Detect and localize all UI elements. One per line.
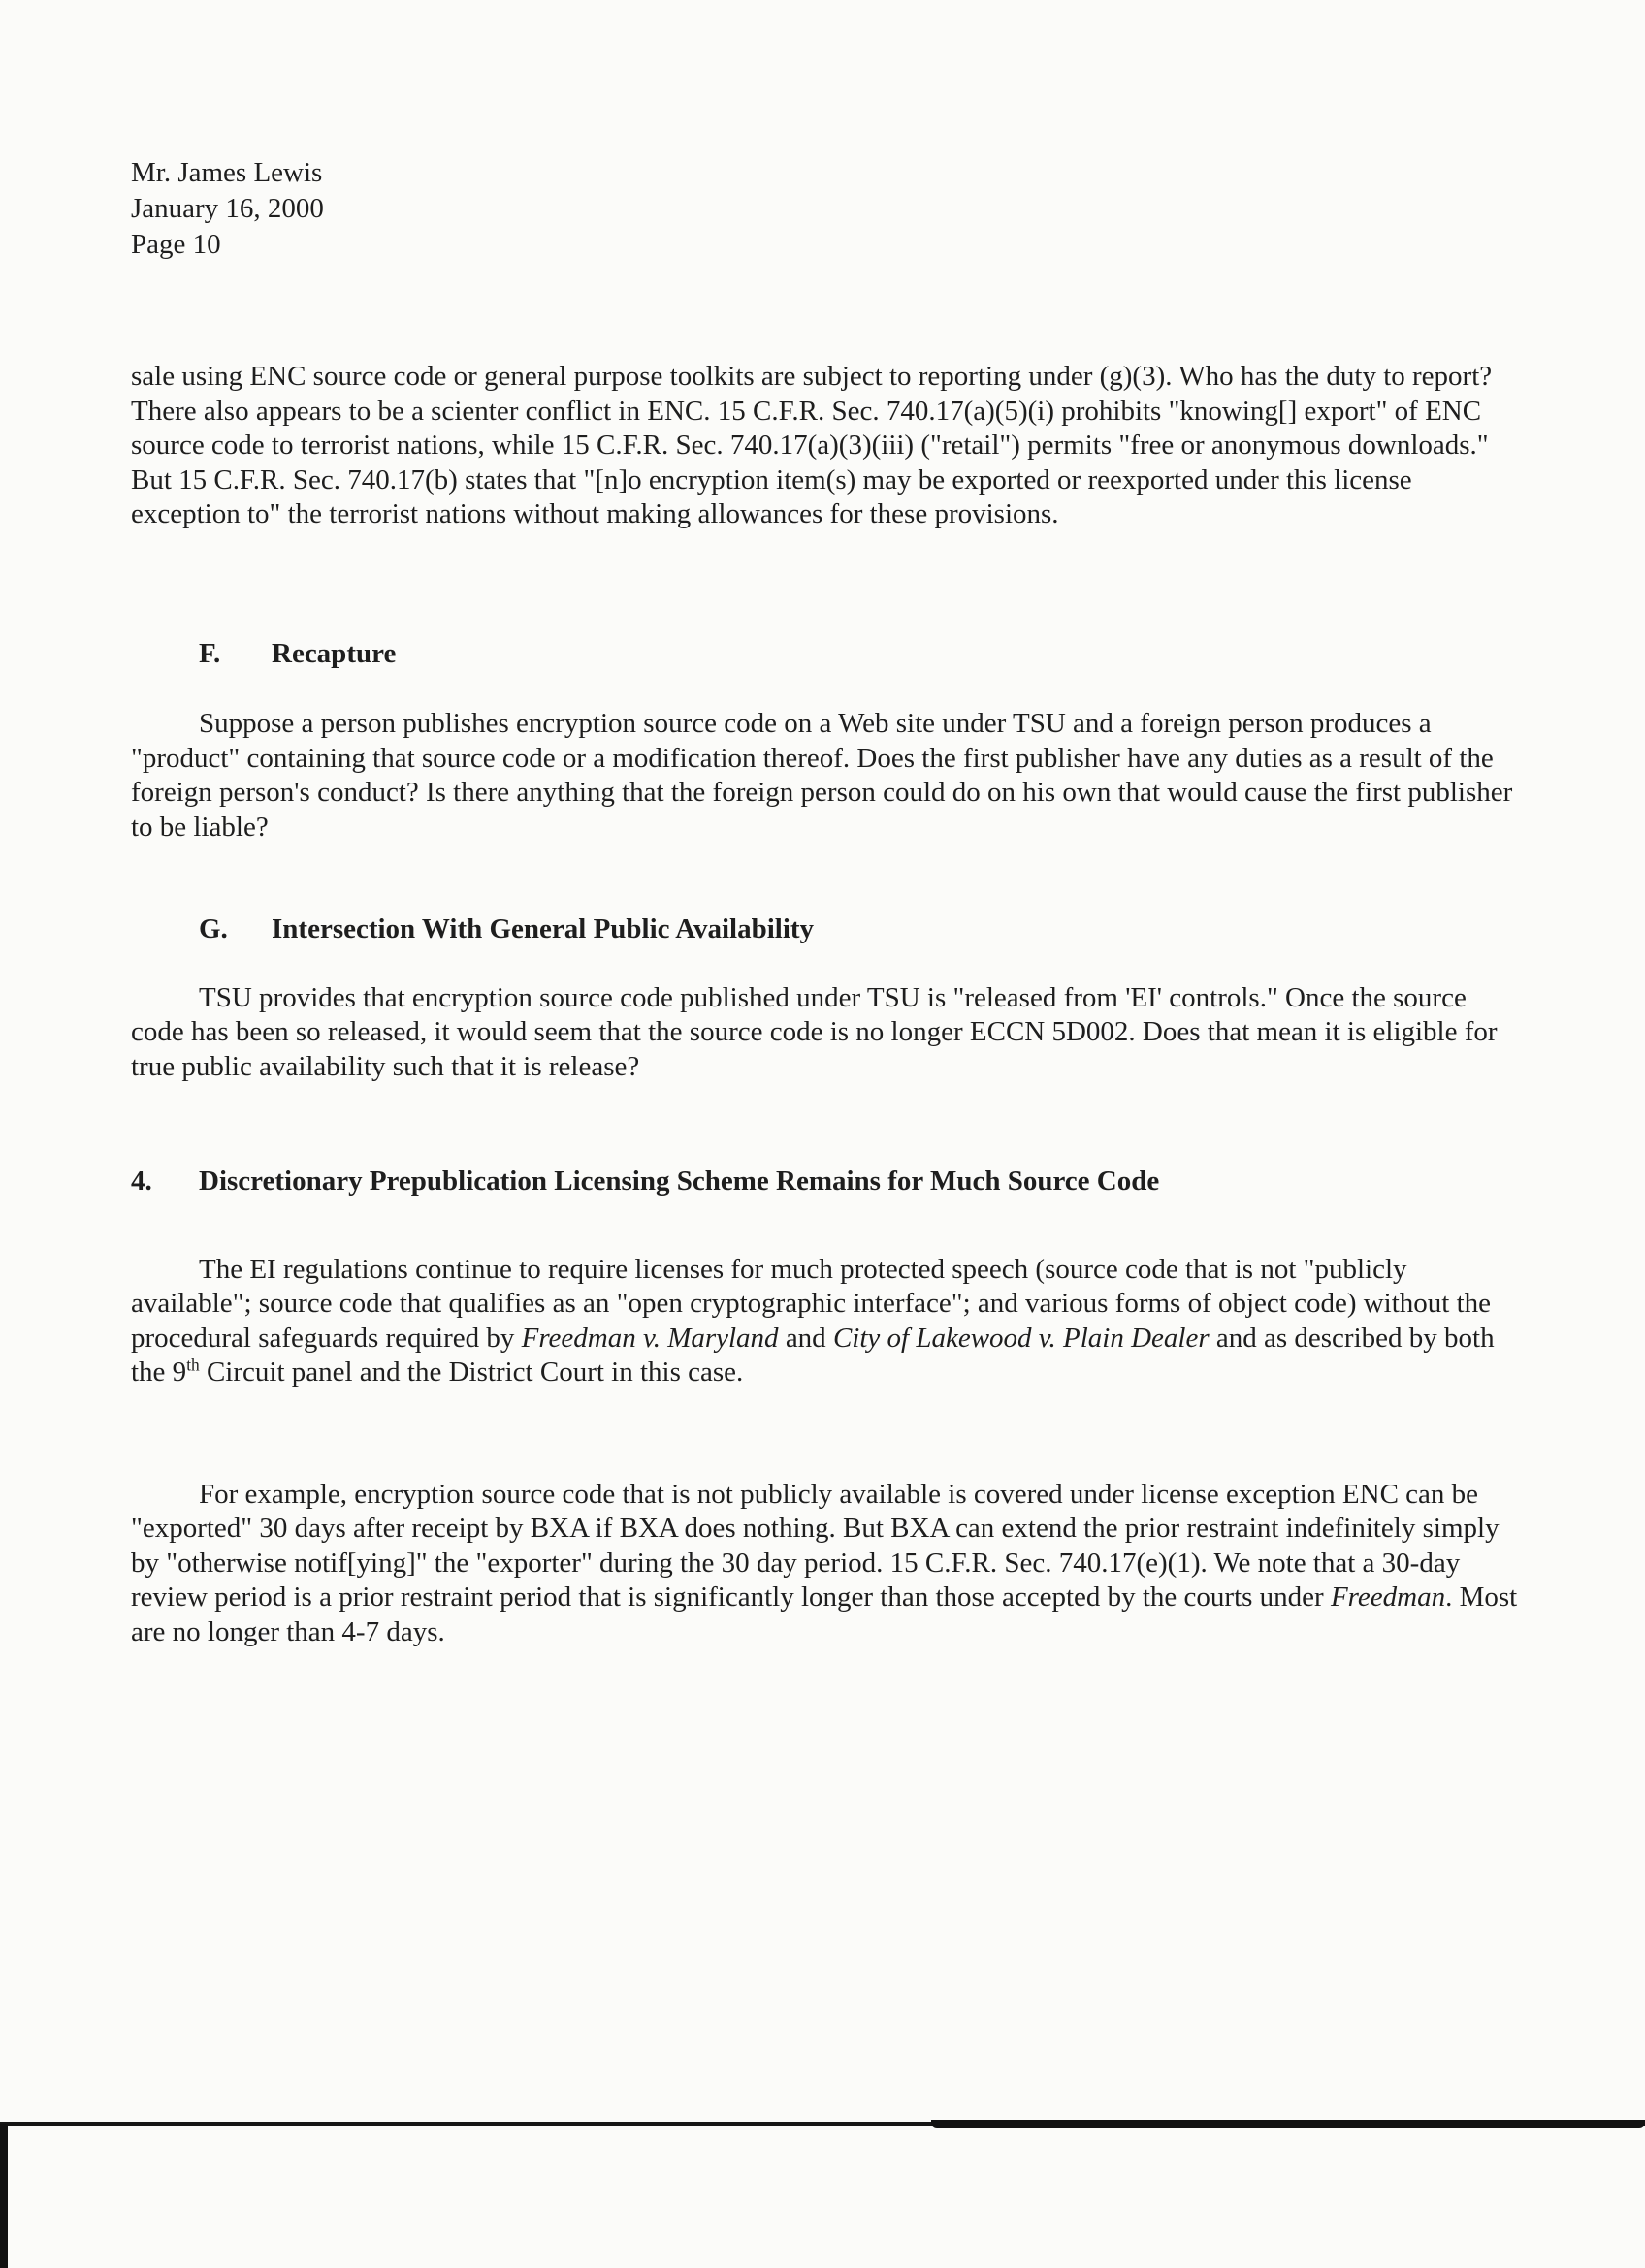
section-g-label: G. bbox=[199, 913, 228, 944]
section-f-heading bbox=[199, 637, 1520, 672]
date-line: January 16, 2000 bbox=[131, 193, 324, 224]
scanned-letter-page bbox=[131, 155, 1520, 1649]
recipient-line: Mr. James Lewis bbox=[131, 157, 323, 188]
section-4-title: Discretionary Prepublication Licensing Scheme Remains for Much Source Code bbox=[199, 1166, 1160, 1197]
scan-page-left-edge bbox=[0, 2124, 8, 2268]
letter-header bbox=[131, 155, 1520, 263]
section-4-heading bbox=[131, 1165, 1520, 1199]
section-4-paragraph-1: The EI regulations continue to require licenses for much protected speech (source code that is not "publicly available"; source code that qualifies as an "open cryptographic interface"; and various forms of object code) without the procedural safeguards required by Freedman v. Maryland and City of Lakewood v. Plain Dealer and as described by both the 9th Circuit panel and the District Court in this case. bbox=[131, 1253, 1495, 1388]
section-g-title: Intersection With General Public Availability bbox=[272, 913, 815, 944]
section-4-label: 4. bbox=[131, 1166, 152, 1197]
section-g-heading bbox=[199, 912, 1520, 947]
paragraph-continuation: sale using ENC source code or general purpose toolkits are subject to reporting under (g)(3). Who has the duty to report? There also appears to be a scienter conflict in ENC. 15 C.F.R. Sec. 740.17(a)(5)(i) prohibits "knowing[] export" of ENC source code to terrorist nations, while 15 C.F.R. Sec. 740.17(a)(3)(iii) ("retail") permits "free or anonymous downloads." But 15 C.F.R. Sec. 740.17(b) states that "[n]o encryption item(s) may be exported or reexported under this license exception to" the terrorist nations without making allowances for these provisions. bbox=[131, 361, 1493, 529]
section-4-paragraph-2: For example, encryption source code that is not publicly available is covered under license exception ENC can be "exported" 30 days after receipt by BXA if BXA does nothing. But BXA can extend the prior restraint indefinitely simply by "otherwise notif[ying]" the "exporter" during the 30 day period. 15 C.F.R. Sec. 740.17(e)(1). We note that a 30-day review period is a prior restraint period that is significantly longer than those accepted by the courts under Freedman. Most are no longer than 4-7 days. bbox=[131, 1478, 1518, 1647]
section-f-label: F. bbox=[199, 637, 221, 669]
page-number-line: Page 10 bbox=[131, 229, 221, 260]
section-f-title: Recapture bbox=[272, 637, 397, 669]
section-g-paragraph: TSU provides that encryption source code published under TSU is "released from 'EI' controls." Once the source code has been so released, it would seem that the source code is no longer ECCN 5D002. Does that mean it is eligible for true public availability such that it is release? bbox=[131, 981, 1498, 1082]
scan-page-edge-line-thick bbox=[931, 2120, 1645, 2128]
section-f-paragraph: Suppose a person publishes encryption source code on a Web site under TSU and a foreign person produces a "product" containing that source code or a modification thereof. Does the first publisher have any duties as a result of the foreign person's conduct? Is there anything that the foreign person could do on his own that would cause the first publisher to be liable? bbox=[131, 708, 1513, 843]
